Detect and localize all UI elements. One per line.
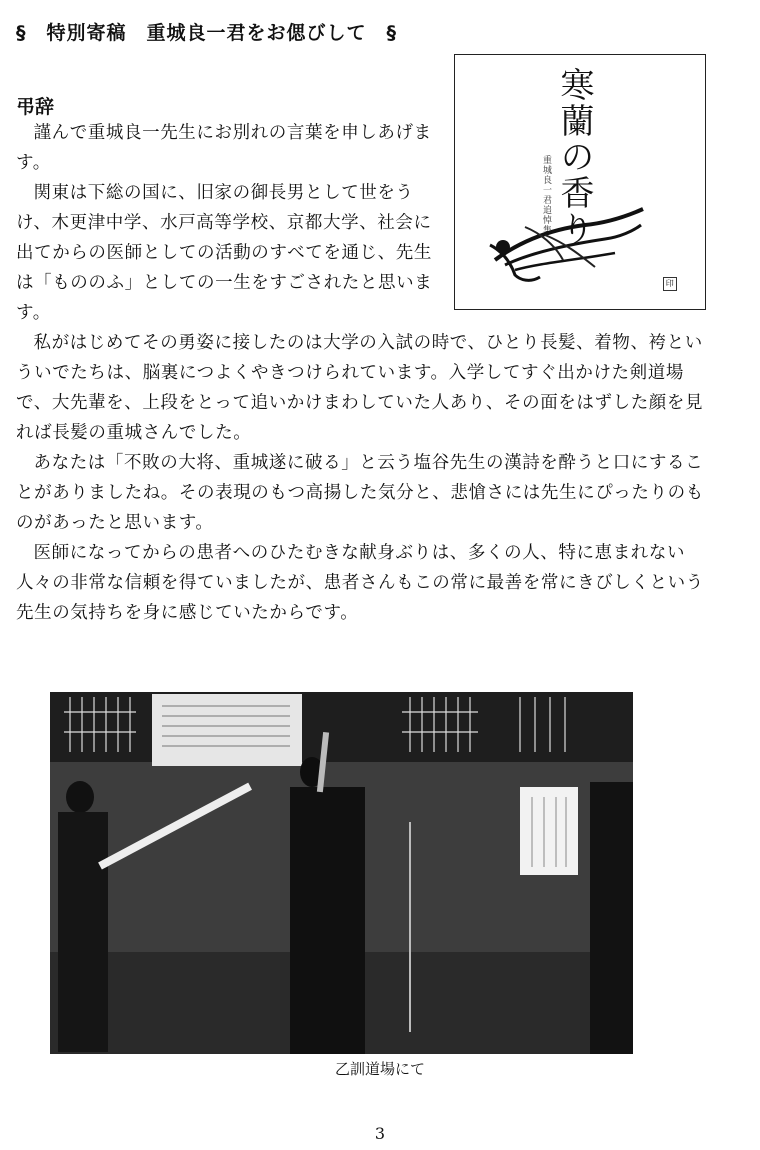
artist-seal-icon: 印 <box>663 277 677 291</box>
ink-figure-illustration <box>485 205 645 285</box>
paragraph-3: 私がはじめてその勇姿に接したのは大学の入試の時で、ひとり長髪、着物、袴といういでたちは、脳裏につよくやきつけられています。入学してすぐ出かけた剣道場で、大先輩を、上段をとって追いかけまわしていた人あり、その面をはずした顔を見れば長髪の重城さんでした。 <box>16 333 704 443</box>
page-heading: § 特別寄稿 重城良一君をお偲びして § <box>16 22 398 44</box>
paragraph-5: 医師になってからの患者へのひたむきな献身ぶりは、多くの人、特に恵まれない人々の非常な信頼を得ていましたが、患者さんもこの常に最善を常にきびしくという先生の気持ちを身に感じていたからです。 <box>16 543 704 623</box>
dojo-photo <box>50 692 633 1054</box>
paragraph-4: あなたは「不敗の大将、重城遂に破る」と云う塩谷先生の漢詩を酔うと口にすることがありましたね。その表現のもつ高揚した気分と、悲愴さには先生にぴったりのものがあったと思います。 <box>16 453 704 533</box>
photo-caption: 乙訓道場にて <box>334 1060 425 1078</box>
book-cover-image <box>454 54 706 310</box>
book-cover-title: 寒蘭の香り <box>554 67 594 247</box>
dojo-scene-illustration <box>50 692 633 1054</box>
section-title: 弔辞 <box>16 96 55 118</box>
paragraph-2: 関東は下総の国に、旧家の御長男として世をうけ、木更津中学、水戸高等学校、京都大学、社会に出てからの医師としての活動のすべてを通じ、先生は「もののふ」としての一生をすごされたと思います。 <box>16 183 433 323</box>
paragraph-1: 謹んで重城良一先生にお別れの言葉を申しあげます。 <box>16 123 432 173</box>
page-number: 3 <box>374 1124 386 1143</box>
book-cover-subtitle: 重城良一君追悼集 <box>541 155 551 235</box>
